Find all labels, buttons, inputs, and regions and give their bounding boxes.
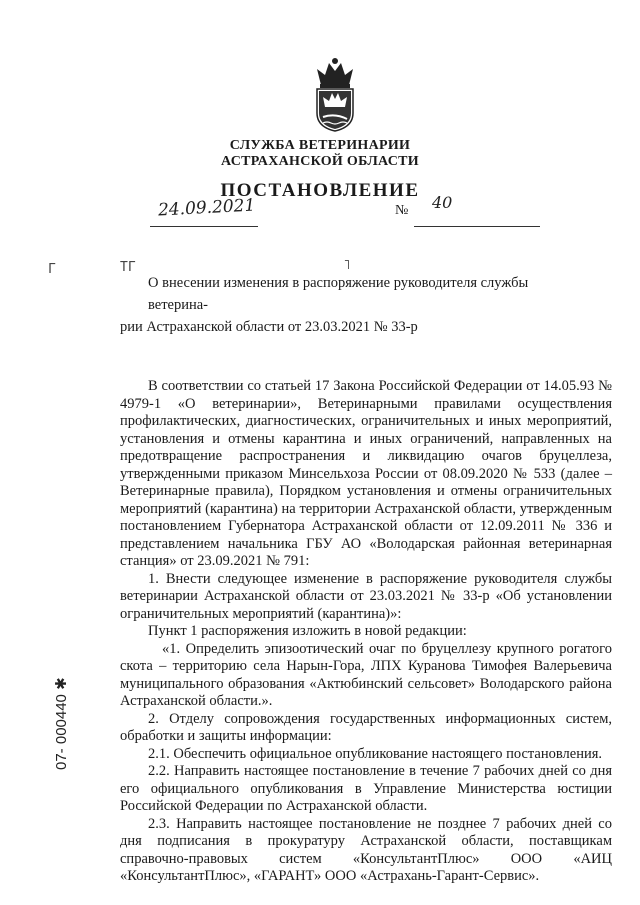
agency-name-line1: СЛУЖБА ВЕТЕРИНАРИИ xyxy=(229,138,411,153)
body-paragraph-item-2-2: 2.2. Направить настоящее постановление в течение 7 рабочих дней со дня его официального опубликования в Управление Министерства юстиции Российской Федерации по Астраханской области. xyxy=(120,763,612,814)
registration-stamp: 07- 000440 ✱ xyxy=(53,677,70,770)
document-date: 24.09.2021 xyxy=(157,195,256,221)
document-subject xyxy=(120,272,548,338)
agency-name-line2: АСТРАХАНСКОЙ ОБЛАСТИ xyxy=(220,154,419,169)
astrakhan-coat-of-arms-icon xyxy=(303,55,367,133)
body-paragraph-item-1-intro: Пункт 1 распоряжения изложить в новой редакции: xyxy=(148,623,467,639)
document-body xyxy=(120,378,612,886)
corner-mark-right: ˥ xyxy=(343,258,351,273)
number-label: № xyxy=(395,203,409,218)
body-paragraph-item-2-1: 2.1. Обеспечить официальное опубликование настоящего постановления. xyxy=(148,745,603,762)
body-paragraph-item-1: 1. Внести следующее изменение в распоряжение руководителя службы ветеринарии Астраханской области от 23.03.2021 № 33-р «Об установлении ограничительных мероприятий (карантина)»: xyxy=(120,570,612,622)
subject-line1: О внесении изменения в распоряжение руководителя службы ветерина- xyxy=(148,275,529,313)
corner-mark-mid: ТГ xyxy=(120,260,136,275)
document-type-title: ПОСТАНОВЛЕНИЕ xyxy=(220,180,420,201)
body-paragraph-item-2-3: 2.3. Направить настоящее постановление не позднее 7 рабочих дней со дня подписания в прокуратуру Астраханской области, поставщикам справочно-правовых систем «КонсультантПлюс» ООО «АИЦ «КонсультантПлюс», «ГАРАНТ» ООО «Астрахань-Гарант-Сервис». xyxy=(120,815,612,884)
subject-line2: рии Астраханской области от 23.03.2021 № 33-р xyxy=(120,319,418,335)
body-paragraph-item-2: 2. Отделу сопровождения государственных информационных систем, обработки и защиты информации: xyxy=(120,710,612,744)
body-paragraph-preamble: В соответствии со статьей 17 Закона Российской Федерации от 14.05.93 № 4979-1 «О ветеринарии», Ветеринарными правилами осуществления профилактических, диагностических, ограничительных и иных мероприятий, установления и отмены карантина и иных ограничений, направленных на предотвращение распространения и ликвидацию очагов бруцеллеза, утвержденными приказом Минсельхоза России от 08.09.2020 № 533 (далее – Ветеринарные правила), Порядком установления и отмены ограничительных мероприятий (карантина) на территории Астраханской области, утвержденным постановлением Губернатора Астраханской области от 12.09.2011 № 336 и представлением начальника ГБУ АО «Володарская районная ветеринарная станция» от 23.09.2021 № 791: xyxy=(120,378,612,569)
corner-mark-left: Г xyxy=(48,262,56,277)
document-number: 40 xyxy=(432,193,453,212)
body-paragraph-quote: «1. Определить эпизоотический очаг по бруцеллезу крупного рогатого скота – территорию села Нарын-Гора, ЛПХ Куранова Тимофея Валерьевича муниципального образования «Актюбинский сельсовет» Володарского района Астраханской области.». xyxy=(120,640,612,709)
